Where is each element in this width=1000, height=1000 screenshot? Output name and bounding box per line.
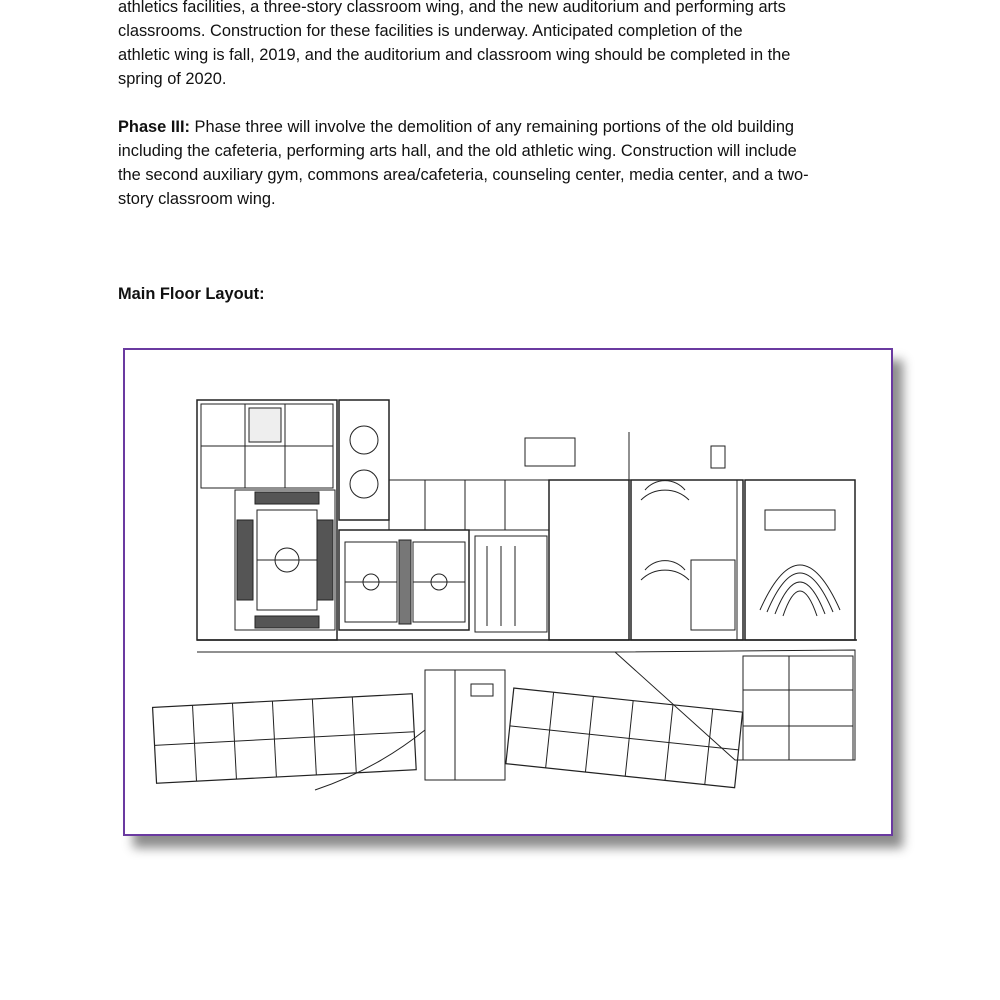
phase-three-line: including the cafeteria, performing arts hall, and the old athletic wing. Construction will include [118, 142, 797, 160]
phase-three-line: story classroom wing. [118, 190, 276, 208]
wrestling-room [339, 400, 389, 520]
intro-line: classrooms. Construction for these facilities is underway. Anticipated completion of the [118, 22, 743, 40]
locker-room [249, 408, 281, 442]
classroom-block-south-east [743, 656, 853, 760]
intro-paragraph [118, 0, 898, 91]
auditorium [745, 480, 855, 640]
floor-plan-drawing [125, 350, 891, 834]
intro-line: athletic wing is fall, 2019, and the auditorium and classroom wing should be completed in the [118, 46, 791, 64]
weight-room [475, 536, 547, 632]
phase-three-text: Phase three will involve the demolition of any remaining portions of the old building [189, 118, 795, 136]
commons-area [549, 480, 629, 640]
phase-three-line: the second auxiliary gym, commons area/cafeteria, counseling center, media center, and a two- [118, 166, 809, 184]
main-floor-layout-heading: Main Floor Layout: [118, 285, 265, 303]
phase-three-paragraph [118, 115, 898, 211]
intro-line: athletics facilities, a three-story classroom wing, and the new auditorium and performing arts [118, 0, 786, 16]
phase-three-line [118, 115, 898, 139]
intro-line: spring of 2020. [118, 70, 227, 88]
floor-plan-figure [123, 348, 893, 836]
phase-three-label: Phase III: [118, 118, 190, 136]
